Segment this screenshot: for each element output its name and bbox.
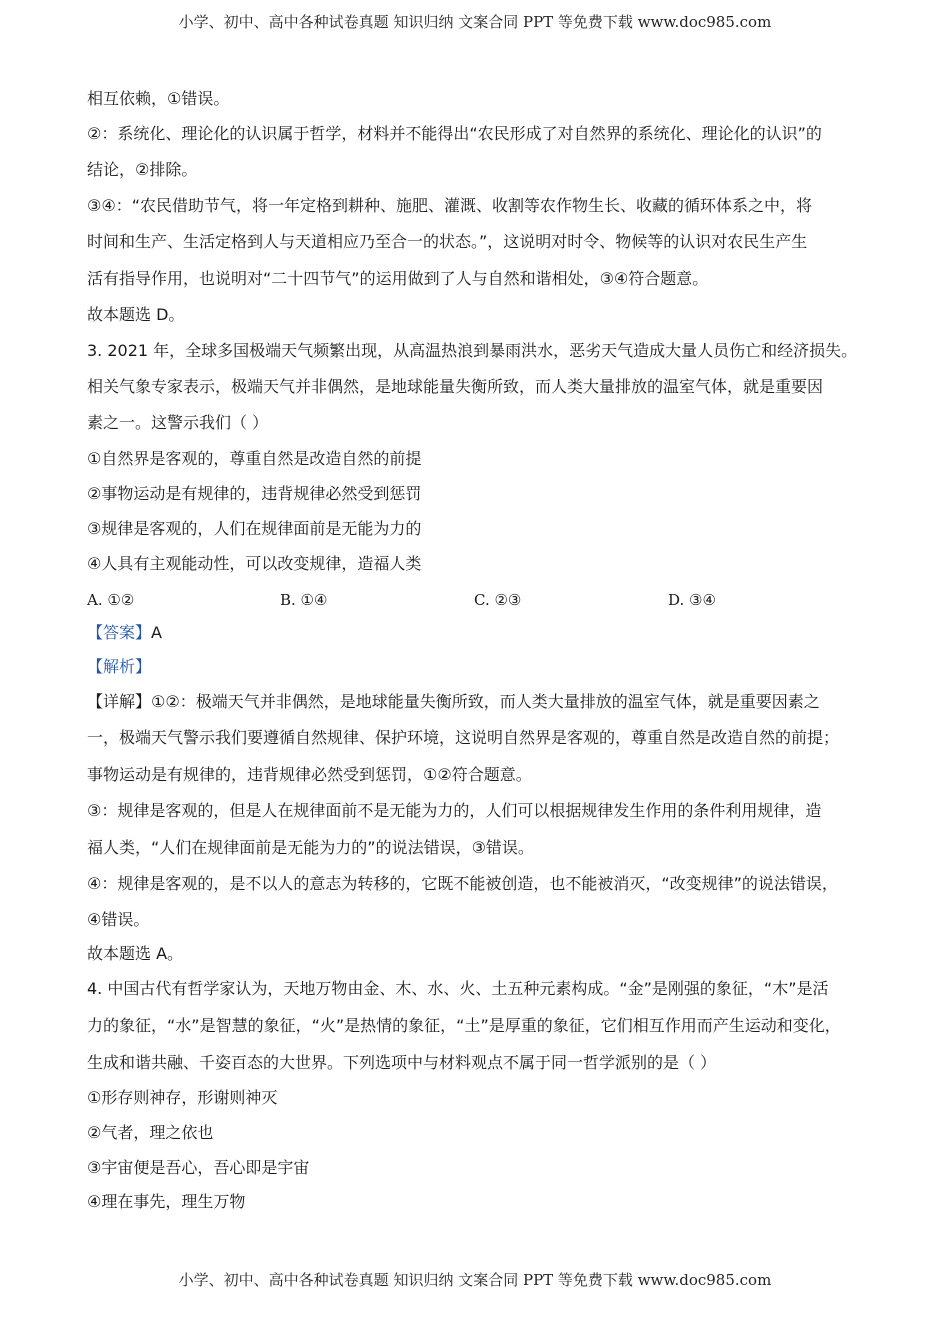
option-a: A. ①② — [87, 591, 135, 609]
detail-line: 【详解】①②：极端天气并非偶然，是地球能量失衡所致，而人类大量排放的温室气体，就是重要因素之 — [87, 692, 820, 711]
text-line: 结论，②排除。 — [87, 160, 198, 179]
text-line: ③：规律是客观的，但是人在规律面前不是无能为力的，人们可以根据规律发生作用的条件利用规律，造 — [87, 801, 822, 820]
text-line: ④：规律是客观的，是不以人的意志为转移的，它既不能被创造，也不能被消灭，“改变规律”的说法错误， — [87, 874, 838, 893]
statement-4: ④人具有主观能动性，可以改变规律，造福人类 — [87, 554, 422, 573]
page-footer: 小学、初中、高中各种试卷真题 知识归纳 文案合同 PPT 等免费下载 www.doc985.com — [178, 1271, 772, 1289]
statement-1: ①形存则神存，形谢则神灭 — [87, 1088, 278, 1107]
answer-line — [87, 623, 162, 643]
statement-1: ①自然界是客观的，尊重自然是改造自然的前提 — [87, 449, 422, 468]
statement-2: ②事物运动是有规律的，违背规律必然受到惩罚 — [87, 484, 422, 503]
answer-options — [87, 590, 877, 610]
text-line: 时间和生产、生活定格到人与天道相应乃至合一的状态。”，这说明对时令、物候等的认识对农民生产生 — [87, 232, 808, 251]
question-4-stem: 4. 中国古代有哲学家认为，天地万物由金、木、水、火、土五种元素构成。“金”是刚强的象征，“木”是活 — [87, 979, 829, 998]
text-line: 活有指导作用，也说明对“二十四节气”的运用做到了人与自然和谐相处，③④符合题意。 — [87, 269, 709, 288]
text-line: 素之一。这警示我们（ ） — [87, 413, 269, 432]
page-header: 小学、初中、高中各种试卷真题 知识归纳 文案合同 PPT 等免费下载 www.doc985.com — [178, 13, 772, 31]
statement-3: ③宇宙便是吾心，吾心即是宇宙 — [87, 1158, 310, 1177]
question-3-stem: 3. 2021 年，全球多国极端天气频繁出现，从高温热浪到暴雨洪水，恶劣天气造成大量人员伤亡和经济损失。 — [87, 341, 858, 360]
answer-value: A — [151, 623, 162, 642]
text-line: 相互依赖，①错误。 — [87, 89, 230, 108]
text-line: 相关气象专家表示，极端天气并非偶然，是地球能量失衡所致，而人类大量排放的温室气体，就是重要因 — [87, 377, 824, 396]
text-line: 故本题选 D。 — [87, 305, 185, 324]
statement-3: ③规律是客观的，人们在规律面前是无能为力的 — [87, 519, 422, 538]
option-b: B. ①④ — [280, 591, 328, 609]
detail-label: 【详解】 — [87, 692, 152, 711]
answer-label: 【答案】 — [87, 623, 152, 642]
text-line: ④错误。 — [87, 910, 150, 929]
text-line: 一，极端天气警示我们要遵循自然规律、保护环境，这说明自然界是客观的，尊重自然是改造自然的前提； — [87, 728, 840, 747]
text-line: 福人类，“人们在规律面前是无能为力的”的说法错误，③错误。 — [87, 838, 534, 857]
statement-4: ④理在事先，理生万物 — [87, 1192, 246, 1211]
text-line: ②：系统化、理论化的认识属于哲学，材料并不能得出“农民形成了对自然界的系统化、理论化的认识”的 — [87, 124, 822, 143]
analysis-label: 【解析】 — [87, 657, 152, 676]
text-line: 生成和谐共融、千姿百态的大世界。下列选项中与材料观点不属于同一哲学派别的是（ ） — [87, 1053, 717, 1072]
option-c: C. ②③ — [474, 591, 522, 609]
text-line: 事物运动是有规律的，违背规律必然受到惩罚，①②符合题意。 — [87, 765, 532, 784]
statement-2: ②气者，理之依也 — [87, 1123, 214, 1142]
text-line: 故本题选 A。 — [87, 944, 184, 963]
text-line: ③④：“农民借助节气，将一年定格到耕种、施肥、灌溉、收割等农作物生长、收藏的循环体系之中，将 — [87, 196, 812, 215]
option-d: D. ③④ — [668, 591, 716, 609]
text-line: 力的象征，“水”是智慧的象征，“火”是热情的象征，“土”是厚重的象征，它们相互作用而产生运动和变化， — [87, 1016, 841, 1035]
